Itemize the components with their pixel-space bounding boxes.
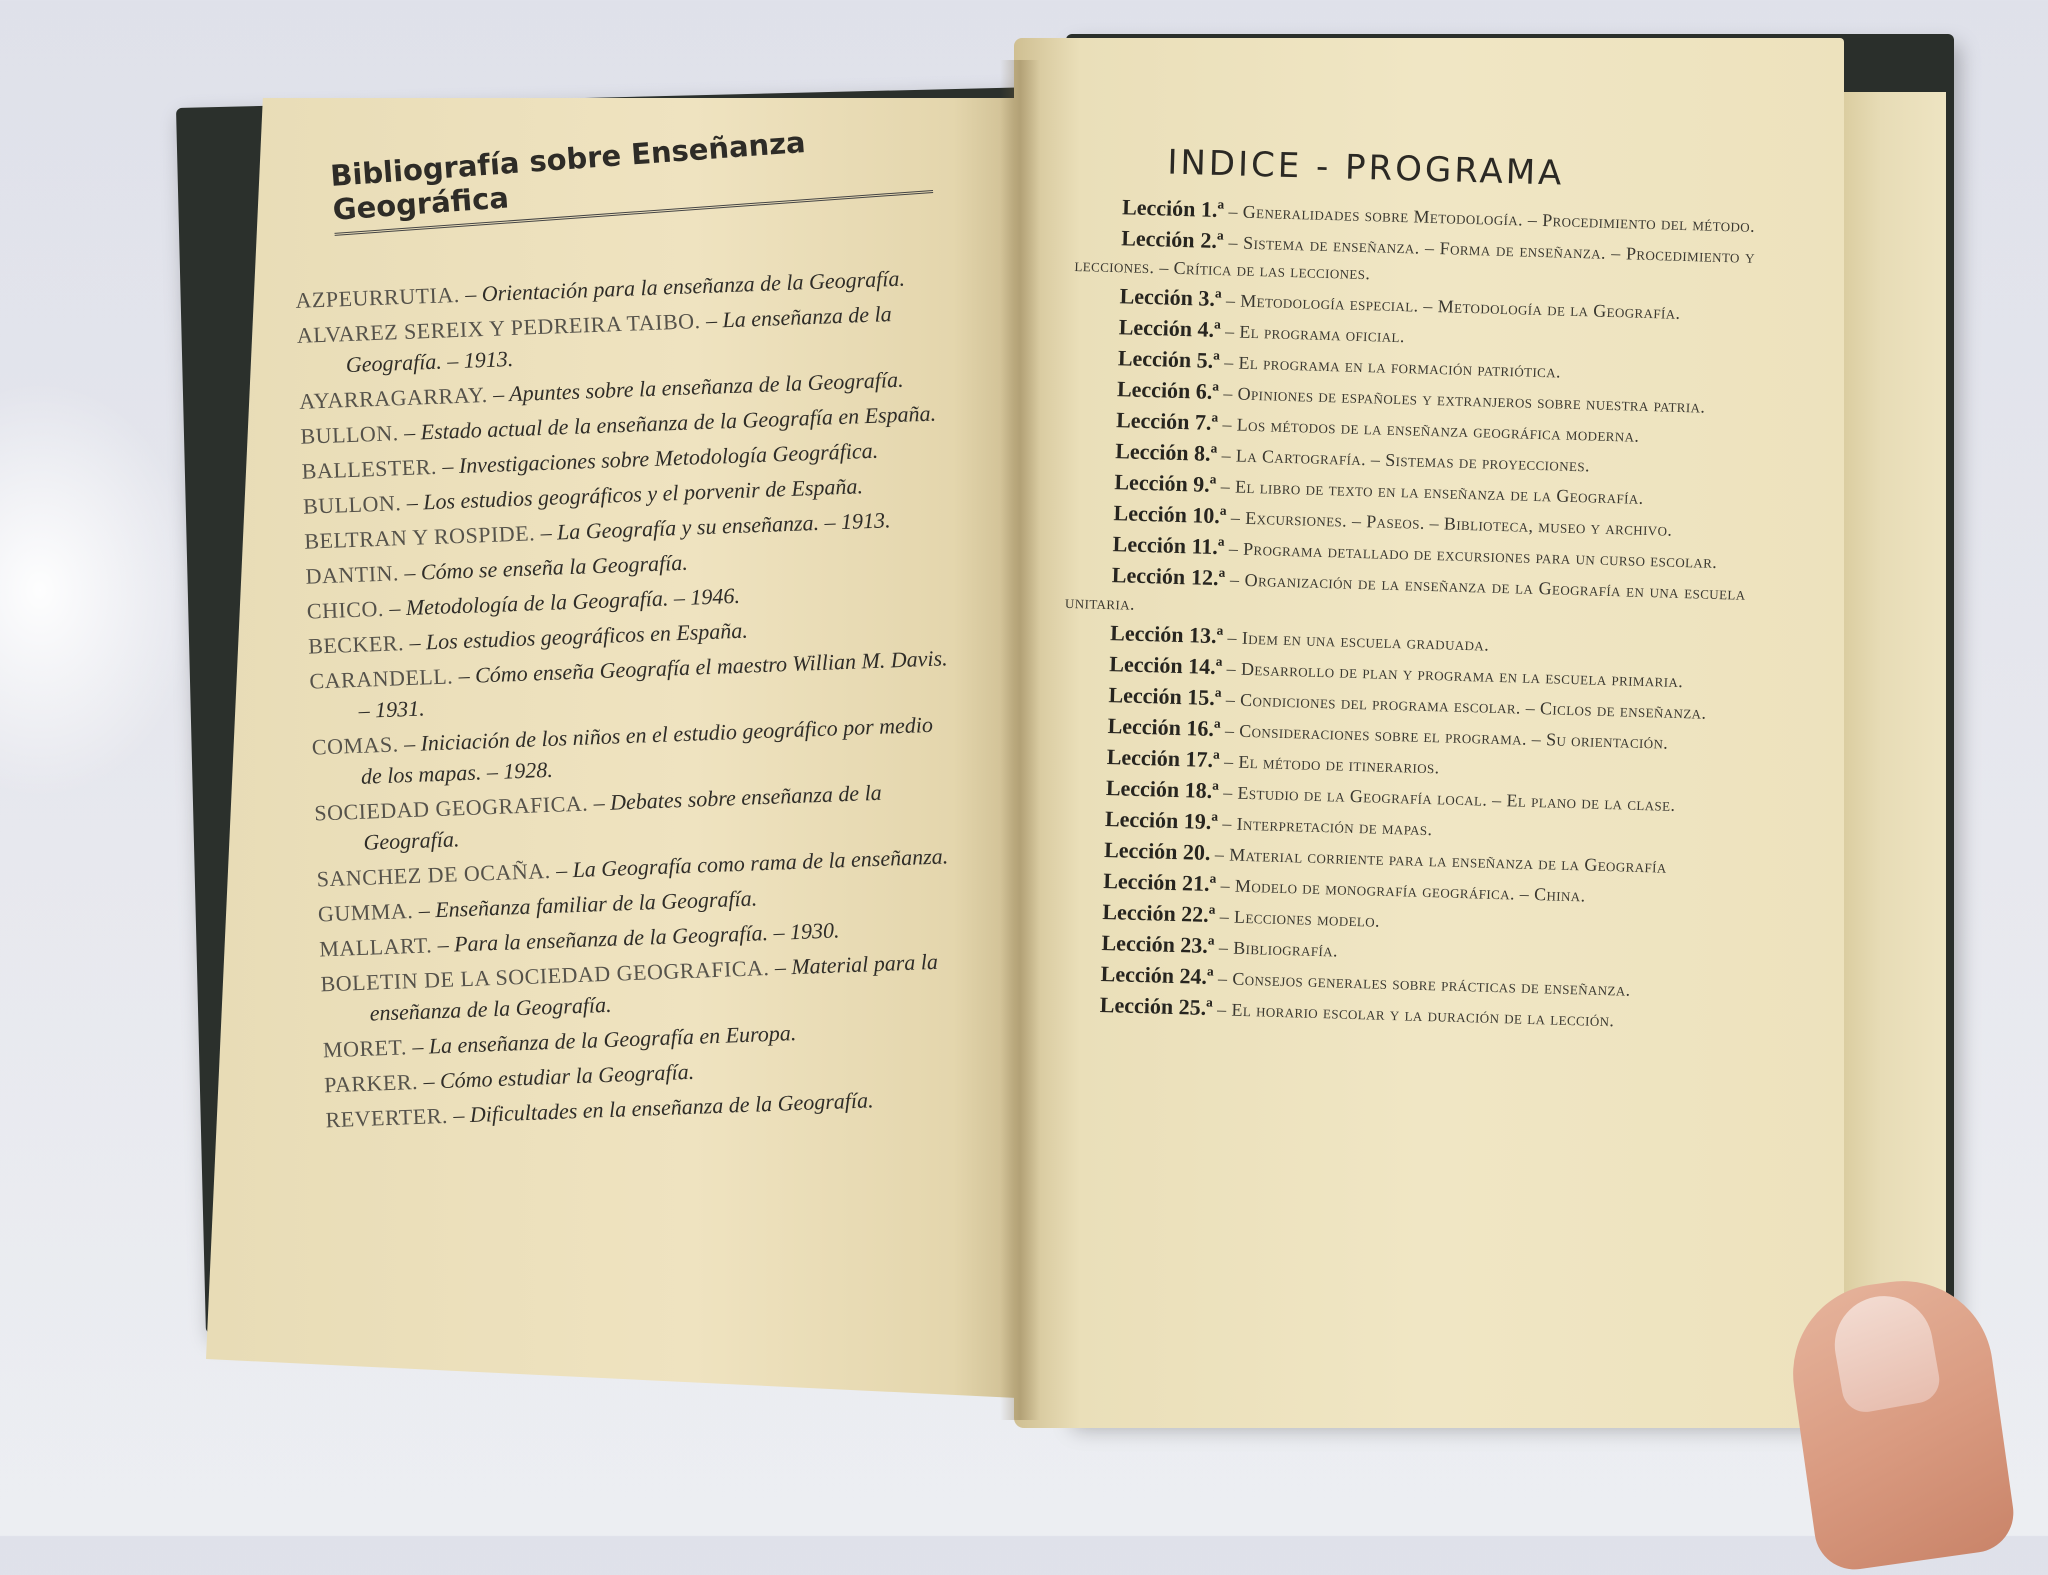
lesson-label: Lección 18.ª [1105, 775, 1220, 804]
lesson-description: – Sistema de enseñanza. – Forma de enseñanza. – Procedimiento y lecciones. – Crítica de las lecciones. [1074, 232, 1756, 284]
lesson-label: Lección 7.ª [1115, 407, 1219, 436]
lesson-label: Lección 19.ª [1104, 806, 1219, 835]
bibliography-work: – Iniciación de los niños en el estudio geográfico por medio de los mapas. – 1928. [360, 711, 934, 789]
bibliography-author: CARANDELL. [309, 663, 454, 694]
lesson-label: Lección 21.ª [1102, 868, 1217, 897]
lesson-label: Lección 17.ª [1106, 744, 1221, 773]
lesson-label: Lección 1.ª [1121, 194, 1225, 223]
lesson-label: Lección 16.ª [1107, 713, 1221, 742]
lesson-description: – Consejos generales sobre prácticas de enseñanza. [1217, 968, 1631, 1000]
lesson-label: Lección 13.ª [1109, 620, 1224, 649]
lesson-label: Lección 5.ª [1117, 345, 1221, 374]
bibliography-author: BOLETIN DE LA SOCIEDAD GEOGRAFICA. [320, 954, 770, 997]
lesson-label: Lección 3.ª [1119, 283, 1222, 312]
bibliography-author: BULLON. [302, 490, 402, 519]
bibliography-title: Bibliografía sobre Enseñanza Geográfica [329, 116, 933, 236]
lesson-description: – Bibliografía. [1218, 937, 1339, 961]
bibliography-work: – Enseñanza familiar de la Geografía. [418, 885, 758, 923]
lesson-description: – Consideraciones sobre el programa. – Su orientación. [1224, 720, 1669, 753]
index-title: INDICE - PROGRAMA [1166, 142, 1565, 194]
lesson-label: Lección 6.ª [1116, 376, 1220, 405]
bibliography-author: CHICO. [306, 595, 385, 624]
bibliography-work: – Metodología de la Geografía. – 1946. [388, 582, 741, 621]
bibliography-author: MALLART. [318, 932, 433, 962]
index-section [1053, 140, 1757, 1040]
lesson-description: – El programa oficial. [1224, 321, 1406, 347]
bibliography-work: – La enseñanza de la Geografía en Europa. [411, 1020, 797, 1060]
bibliography-author: COMAS. [311, 731, 400, 760]
lesson-description: – Idem en una escuela graduada. [1227, 627, 1490, 655]
bibliography-author: PARKER. [323, 1068, 419, 1098]
lesson-description: – El horario escolar y la duración de la lección. [1216, 999, 1615, 1031]
book-gutter [1000, 60, 1040, 1420]
lesson-description: – Los métodos de la enseñanza geográfica moderna. [1222, 414, 1640, 446]
lesson-description: – Lecciones modelo. [1219, 906, 1381, 931]
lesson-description: – Modelo de monografía geográfica. – China. [1220, 875, 1586, 906]
bibliography-author: BELTRAN Y ROSPIDE. [303, 520, 536, 554]
lesson-description: – Interpretación de mapas. [1222, 813, 1433, 840]
lesson-label: Lección 9.ª [1114, 469, 1217, 497]
lesson-label: Lección 12.ª [1111, 562, 1226, 591]
lesson-description: – Generalidades sobre Metodología. – Procedimiento del método. [1228, 201, 1756, 236]
lesson-description: – Material corriente para la enseñanza de la Geografía [1214, 844, 1667, 877]
bibliography-author: BULLON. [300, 420, 400, 449]
bibliography-work: – Debates sobre enseñanza de la Geografía. [362, 779, 883, 855]
lesson-label: Lección 2.ª [1120, 225, 1224, 254]
bibliography-work: – La Geografía y su enseñanza. – 1913. [540, 507, 891, 546]
bibliography-work: – Cómo enseña Geografía el maestro Willian M. Davis. – 1931. [358, 645, 948, 723]
bibliography-author: REVERTER. [325, 1102, 449, 1133]
lesson-label: Lección 24.ª [1100, 960, 1214, 990]
bibliography-work: – Cómo se enseña la Geografía. [403, 549, 689, 586]
bibliography-author: AYARRAGARRAY. [298, 381, 489, 414]
bibliography-author: ALVAREZ SEREIX Y PEDREIRA TAIBO. [296, 308, 701, 348]
bibliography-work: – Orientación para la enseñanza de la Geografía. [464, 265, 906, 307]
bibliography-work: – Investigaciones sobre Metodología Geográfica. [441, 437, 879, 479]
lesson-label: Lección 15.ª [1108, 682, 1222, 711]
bibliography-work: – Material para la enseñanza de la Geografía. [369, 948, 939, 1026]
lesson-label: Lección 22.ª [1102, 898, 1216, 928]
bibliography-work: – Los estudios geográficos y el porvenir de España. [406, 473, 864, 515]
lesson-description: – Estudio de la Geografía local. – El plano de la clase. [1222, 782, 1676, 815]
lesson-description: – Excursiones. – Paseos. – Biblioteca, museo y archivo. [1230, 507, 1673, 540]
lesson-description: – Organización de la enseñanza de la Geografía en una escuela unitaria. [1064, 569, 1746, 614]
lesson-label: Lección 14.ª [1109, 651, 1223, 680]
bibliography-author: SANCHEZ DE OCAÑA. [316, 857, 552, 892]
right-page-edge [1838, 92, 1946, 1412]
bibliography-work: – Dificultades en la enseñanza de la Geografía. [452, 1087, 874, 1128]
lesson-label: Lección 25.ª [1099, 991, 1214, 1021]
lesson-description: – Programa detallado de excursiones para un curso escolar. [1228, 538, 1718, 573]
lesson-label: Lección 10.ª [1113, 500, 1227, 529]
bibliography-author: SOCIEDAD GEOGRAFICA. [313, 790, 589, 826]
bibliography-work: – Los estudios geográficos en España. [408, 617, 749, 655]
lesson-label: Lección 11.ª [1112, 531, 1225, 560]
lesson-label: Lección 20. [1103, 837, 1211, 865]
lesson-description: – El método de itinerarios. [1223, 751, 1440, 778]
bibliography-work: – La Geografía como rama de la enseñanza. [555, 843, 949, 883]
bibliography-author: GUMMA. [317, 898, 414, 927]
bibliography-work: – Apuntes sobre la enseñanza de la Geografía. [492, 366, 904, 407]
light-glare [0, 380, 200, 800]
lesson-description: – El programa en la formación patriótica. [1223, 352, 1562, 382]
bibliography-author: MORET. [322, 1034, 408, 1063]
bibliography-work: – Para la enseñanza de la Geografía. – 1930. [437, 917, 840, 958]
lesson-label: Lección 23.ª [1101, 929, 1215, 959]
lesson-description: – Metodología especial. – Metodología de la Geografía. [1225, 290, 1681, 323]
lesson-description: – Opiniones de españoles y extranjeros sobre nuestra patria. [1223, 383, 1706, 417]
bibliography-author: AZPEURRUTIA. [295, 281, 461, 313]
bibliography-author: DANTIN. [305, 560, 400, 589]
bibliography-author: BECKER. [307, 630, 405, 659]
bibliography-author: BALLESTER. [301, 453, 438, 484]
lesson-description: – Condiciones del programa escolar. – Ciclos de enseñanza. [1225, 689, 1707, 723]
index-list [1053, 192, 1756, 1038]
lesson-label: Lección 4.ª [1118, 314, 1222, 343]
bibliography-work: – Cómo estudiar la Geografía. [423, 1058, 695, 1094]
bibliography-section [290, 127, 966, 1140]
lesson-label: Lección 8.ª [1114, 438, 1218, 467]
bibliography-list [295, 261, 966, 1135]
bibliography-work: – La enseñanza de la Geografía. – 1913. [345, 301, 893, 378]
lesson-description: – El libro de texto en la enseñanza de la Geografía. [1220, 476, 1644, 508]
lesson-description: – Desarrollo de plan y programa en la escuela primaria. [1226, 658, 1684, 692]
lesson-description: – La Cartografía. – Sistemas de proyecciones. [1221, 445, 1591, 476]
bibliography-work: – Estado actual de la enseñanza de la Geografía en España. [403, 400, 937, 445]
